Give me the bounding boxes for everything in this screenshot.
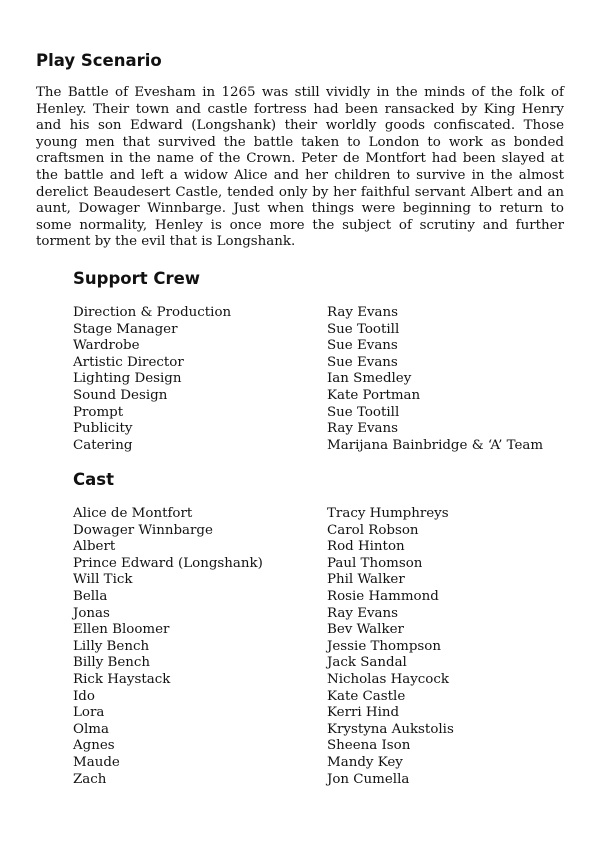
cast-role: Bella	[73, 588, 108, 604]
cast-row	[73, 705, 573, 722]
cast-role: Prince Edward (Longshank)	[73, 555, 263, 571]
crew-person: Sue Evans	[327, 354, 398, 370]
cast-role: Lora	[73, 705, 105, 721]
cast-row	[73, 606, 573, 623]
cast-row	[73, 722, 573, 739]
cast-person: Carol Robson	[327, 522, 419, 538]
cast-row	[73, 689, 573, 706]
cast-heading: Cast	[73, 470, 114, 489]
crew-row	[73, 305, 573, 322]
crew-role: Stage Manager	[73, 321, 178, 337]
cast-role: Billy Bench	[73, 655, 151, 671]
crew-row	[73, 371, 573, 388]
crew-person: Sue Evans	[327, 338, 398, 354]
cast-row	[73, 523, 573, 540]
cast-person: Ray Evans	[327, 605, 399, 621]
cast-row	[73, 572, 573, 589]
cast-role: Dowager Winnbarge	[73, 522, 213, 538]
cast-person: Jack Sandal	[327, 655, 407, 671]
crew-row	[73, 338, 573, 355]
cast-row	[73, 506, 573, 523]
cast-person: Rosie Hammond	[327, 588, 439, 604]
cast-role: Olma	[73, 721, 109, 737]
cast-role: Rick Haystack	[73, 671, 171, 687]
cast-row	[73, 755, 573, 772]
crew-role: Direction & Production	[73, 305, 232, 320]
crew-role: Prompt	[73, 404, 124, 420]
cast-person: Rod Hinton	[327, 539, 405, 555]
cast-person: Phil Walker	[327, 572, 405, 588]
crew-role: Sound Design	[73, 387, 168, 403]
cast-row	[73, 738, 573, 755]
cast-person: Kerri Hind	[327, 705, 400, 721]
cast-role: Lilly Bench	[73, 638, 150, 654]
crew-role: Lighting Design	[73, 371, 182, 387]
crew-role: Wardrobe	[73, 338, 140, 354]
cast-role: Zach	[73, 771, 107, 787]
support-crew-list	[73, 305, 573, 454]
cast-row	[73, 556, 573, 573]
crew-person: Ray Evans	[327, 305, 399, 320]
cast-role: Alice de Montfort	[73, 506, 193, 521]
crew-person: Ian Smedley	[327, 371, 412, 387]
cast-person: Krystyna Aukstolis	[327, 721, 454, 737]
cast-person: Mandy Key	[327, 754, 403, 770]
crew-person: Sue Tootill	[327, 404, 400, 420]
cast-role: Will Tick	[73, 572, 133, 588]
cast-row	[73, 655, 573, 672]
cast-row	[73, 672, 573, 689]
cast-row	[73, 772, 573, 789]
crew-person: Ray Evans	[327, 421, 399, 437]
page-title: Play Scenario	[36, 51, 162, 70]
scenario-paragraph: The Battle of Evesham in 1265 was still vividly in the minds of the folk of Henley. Their town and castle fortress had been ransacked by King Henry and his son Edward (Longshank) their worldly goods confiscated. Those young men that survived the battle taken to London to work as bonded craftsmen in the name of the Crown. Peter de Montfort had been slayed at the battle and left a widow Alice and her children to survive in the almost derelict Beaudesert Castle, tended only by her faithful servant Albert and an aunt, Dowager Winnbarge. Just when things were beginning to return to some normality, Henley is once more the subject of scrutiny and further torment by the evil that is Longshank.	[36, 85, 564, 250]
cast-person: Sheena Ison	[327, 738, 411, 754]
cast-row	[73, 539, 573, 556]
cast-person: Paul Thomson	[327, 555, 423, 571]
cast-person: Kate Castle	[327, 688, 406, 704]
crew-row	[73, 405, 573, 422]
crew-row	[73, 322, 573, 339]
cast-person: Jon Cumella	[327, 771, 410, 787]
crew-row	[73, 388, 573, 405]
cast-row	[73, 589, 573, 606]
cast-person: Jessie Thompson	[327, 638, 441, 654]
crew-role: Artistic Director	[73, 354, 184, 370]
cast-list	[73, 506, 573, 788]
cast-role: Jonas	[73, 605, 110, 621]
crew-role: Catering	[73, 437, 133, 453]
cast-row	[73, 639, 573, 656]
cast-person: Bev Walker	[327, 622, 404, 638]
cast-role: Ido	[73, 688, 95, 704]
cast-person: Nicholas Haycock	[327, 671, 449, 687]
cast-role: Albert	[73, 539, 116, 555]
cast-role: Agnes	[73, 738, 115, 754]
crew-role: Publicity	[73, 421, 133, 437]
cast-row	[73, 622, 573, 639]
crew-person: Marijana Bainbridge & ‘A’ Team	[327, 437, 544, 453]
cast-person: Tracy Humphreys	[327, 506, 449, 521]
support-crew-heading: Support Crew	[73, 269, 201, 288]
cast-role: Ellen Bloomer	[73, 622, 170, 638]
crew-row	[73, 421, 573, 438]
crew-row	[73, 438, 573, 455]
crew-person: Kate Portman	[327, 387, 421, 403]
crew-person: Sue Tootill	[327, 321, 400, 337]
crew-row	[73, 355, 573, 372]
cast-role: Maude	[73, 754, 120, 770]
